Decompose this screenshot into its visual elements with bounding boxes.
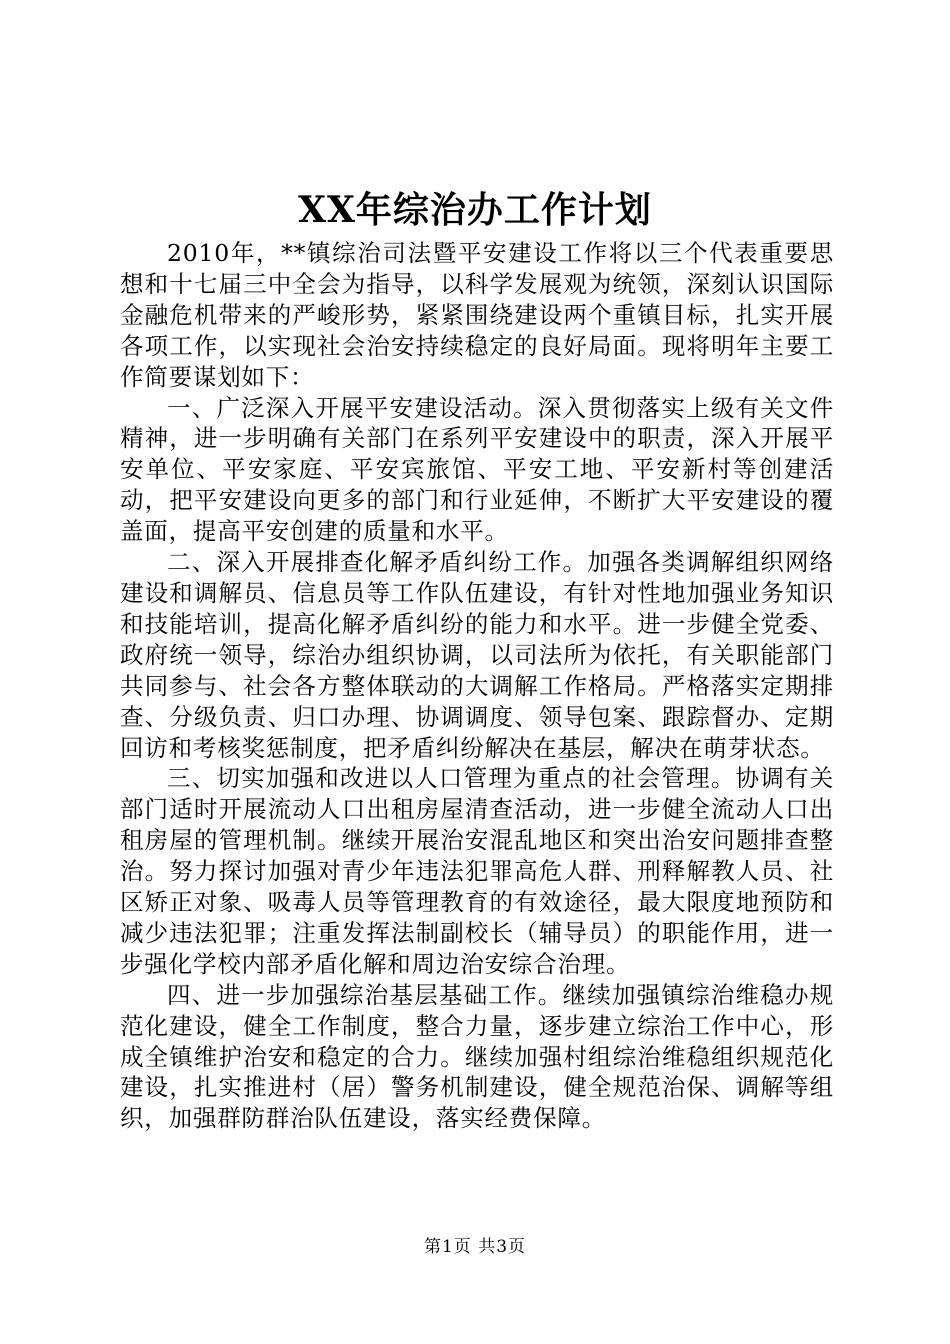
document-title: XX年综治办工作计划: [298, 189, 652, 231]
paragraph-section-2: 二、深入开展排查化解矛盾纠纷工作。加强各类调解组织网络建设和调解员、信息员等工作队伍建设，有针对性地加强业务知识和技能培训，提高化解矛盾纠纷的能力和水平。进一步健全党委、政府统一领导，综治办组织协调，以司法所为依托，有关职能部门共同参与、社会各方整体联动的大调解工作格局。严格落实定期排查、分级负责、归口办理、协调调度、领导包案、跟踪督办、定期回访和考核奖惩制度，把矛盾纠纷解决在基层，解决在萌芽状态。: [120, 548, 834, 762]
paragraph-section-3: 三、切实加强和改进以人口管理为重点的社会管理。协调有关部门适时开展流动人口出租房屋清查活动，进一步健全流动人口出租房屋的管理机制。继续开展治安混乱地区和突出治安问题排查整治。努力探讨加强对青少年违法犯罪高危人群、刑释解教人员、社区矫正对象、吸毒人员等管理教育的有效途径，最大限度地预防和减少违法犯罪；注重发挥法制副校长（辅导员）的职能作用，进一步强化学校内部矛盾化解和周边治安综合治理。: [120, 764, 834, 978]
paragraph-section-1: 一、广泛深入开展平安建设活动。深入贯彻落实上级有关文件精神，进一步明确有关部门在系列平安建设中的职责，深入开展平安单位、平安家庭、平安宾旅馆、平安工地、平安新村等创建活动，把平安建设向更多的部门和行业延伸，不断扩大平安建设的覆盖面，提高平安创建的质量和水平。: [120, 393, 834, 546]
document-body: [120, 238, 834, 1134]
paragraph-intro: 2010年，**镇综治司法暨平安建设工作将以三个代表重要思想和十七届三中全会为指导，以科学发展观为统领，深刻认识国际金融危机带来的严峻形势，紧紧围绕建设两个重镇目标，扎实开展各项工作，以实现社会治安持续稳定的良好局面。现将明年主要工作简要谋划如下：: [120, 239, 834, 391]
page-number-footer: 第1页 共3页: [423, 1237, 527, 1257]
paragraph-section-4: 四、进一步加强综治基层基础工作。继续加强镇综治维稳办规范化建设，健全工作制度，整合力量，逐步建立综治工作中心，形成全镇维护治安和稳定的合力。继续加强村组综治维稳组织规范化建设，扎实推进村（居）警务机制建设，健全规范治保、调解等组织，加强群防群治队伍建设，落实经费保障。: [120, 980, 834, 1133]
